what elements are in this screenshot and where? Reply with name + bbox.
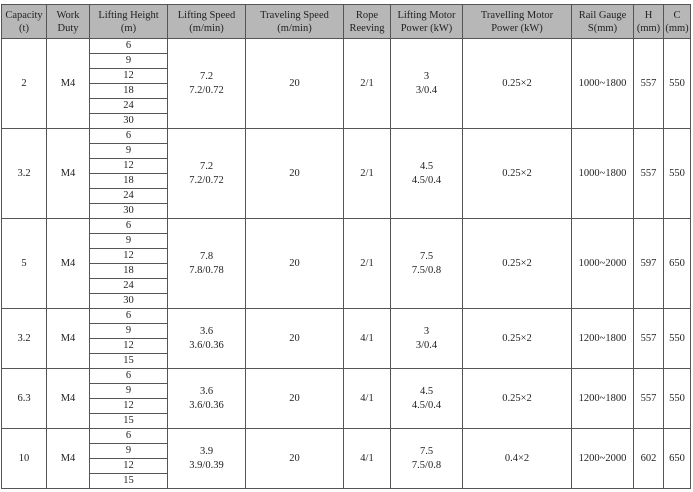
capacity-cell: 3.2 [2, 129, 47, 219]
c-cell: 550 [664, 39, 691, 129]
table-body [2, 39, 691, 489]
table-row [2, 369, 691, 384]
header-h: H (mm) [634, 5, 664, 39]
lifting-height-cell: 30 [90, 204, 168, 219]
capacity-cell: 6.3 [2, 369, 47, 429]
lifting-speed-cell: 3.9 3.9/0.39 [168, 429, 246, 489]
work-duty-cell: M4 [47, 429, 90, 489]
header-lifting-height: Lifting Height (m) [90, 5, 168, 39]
rope-reeving-cell: 4/1 [344, 309, 391, 369]
travelling-motor-power-cell: 0.25×2 [463, 39, 572, 129]
lifting-height-cell: 6 [90, 219, 168, 234]
lifting-speed-cell: 7.2 7.2/0.72 [168, 39, 246, 129]
header-traveling-speed: Traveling Speed (m/min) [246, 5, 344, 39]
lifting-motor-power-cell: 4.5 4.5/0.4 [391, 129, 463, 219]
table-row [2, 219, 691, 234]
traveling-speed-cell: 20 [246, 39, 344, 129]
lifting-speed-cell: 7.8 7.8/0.78 [168, 219, 246, 309]
c-cell: 550 [664, 369, 691, 429]
lifting-height-cell: 9 [90, 444, 168, 459]
travelling-motor-power-cell: 0.25×2 [463, 369, 572, 429]
traveling-speed-cell: 20 [246, 219, 344, 309]
table-row [2, 39, 691, 54]
lifting-height-cell: 15 [90, 354, 168, 369]
rope-reeving-cell: 2/1 [344, 129, 391, 219]
lifting-height-cell: 18 [90, 84, 168, 99]
lifting-height-cell: 9 [90, 384, 168, 399]
capacity-cell: 3.2 [2, 309, 47, 369]
lifting-speed-cell: 3.6 3.6/0.36 [168, 369, 246, 429]
lifting-height-cell: 24 [90, 99, 168, 114]
lifting-motor-power-cell: 3 3/0.4 [391, 309, 463, 369]
h-cell: 557 [634, 39, 664, 129]
header-travelling-motor-power: Travelling Motor Power (kW) [463, 5, 572, 39]
lifting-height-cell: 12 [90, 399, 168, 414]
rail-gauge-cell: 1200~1800 [572, 309, 634, 369]
capacity-cell: 10 [2, 429, 47, 489]
lifting-speed-cell: 7.2 7.2/0.72 [168, 129, 246, 219]
rail-gauge-cell: 1000~1800 [572, 129, 634, 219]
header-work-duty: Work Duty [47, 5, 90, 39]
capacity-cell: 2 [2, 39, 47, 129]
lifting-height-cell: 18 [90, 264, 168, 279]
travelling-motor-power-cell: 0.25×2 [463, 309, 572, 369]
capacity-cell: 5 [2, 219, 47, 309]
c-cell: 650 [664, 219, 691, 309]
lifting-height-cell: 12 [90, 339, 168, 354]
traveling-speed-cell: 20 [246, 369, 344, 429]
lifting-height-cell: 6 [90, 429, 168, 444]
header-row [2, 5, 691, 39]
h-cell: 597 [634, 219, 664, 309]
lifting-speed-cell: 3.6 3.6/0.36 [168, 309, 246, 369]
table-row [2, 309, 691, 324]
lifting-motor-power-cell: 3 3/0.4 [391, 39, 463, 129]
work-duty-cell: M4 [47, 219, 90, 309]
table-row [2, 429, 691, 444]
travelling-motor-power-cell: 0.25×2 [463, 219, 572, 309]
rail-gauge-cell: 1200~1800 [572, 369, 634, 429]
h-cell: 557 [634, 369, 664, 429]
lifting-height-cell: 6 [90, 129, 168, 144]
lifting-height-cell: 24 [90, 279, 168, 294]
rope-reeving-cell: 2/1 [344, 39, 391, 129]
lifting-height-cell: 12 [90, 249, 168, 264]
header-lifting-speed: Lifting Speed (m/min) [168, 5, 246, 39]
lifting-height-cell: 12 [90, 159, 168, 174]
rope-reeving-cell: 4/1 [344, 369, 391, 429]
h-cell: 557 [634, 129, 664, 219]
h-cell: 602 [634, 429, 664, 489]
lifting-height-cell: 6 [90, 39, 168, 54]
lifting-motor-power-cell: 7.5 7.5/0.8 [391, 219, 463, 309]
rail-gauge-cell: 1200~2000 [572, 429, 634, 489]
lifting-height-cell: 9 [90, 324, 168, 339]
c-cell: 650 [664, 429, 691, 489]
header-capacity: Capacity (t) [2, 5, 47, 39]
lifting-height-cell: 6 [90, 309, 168, 324]
lifting-height-cell: 18 [90, 174, 168, 189]
rope-reeving-cell: 4/1 [344, 429, 391, 489]
traveling-speed-cell: 20 [246, 429, 344, 489]
lifting-motor-power-cell: 7.5 7.5/0.8 [391, 429, 463, 489]
travelling-motor-power-cell: 0.25×2 [463, 129, 572, 219]
lifting-height-cell: 9 [90, 54, 168, 69]
rail-gauge-cell: 1000~1800 [572, 39, 634, 129]
work-duty-cell: M4 [47, 369, 90, 429]
lifting-height-cell: 30 [90, 294, 168, 309]
lifting-height-cell: 9 [90, 234, 168, 249]
lifting-height-cell: 6 [90, 369, 168, 384]
lifting-height-cell: 9 [90, 144, 168, 159]
traveling-speed-cell: 20 [246, 309, 344, 369]
work-duty-cell: M4 [47, 129, 90, 219]
lifting-height-cell: 15 [90, 474, 168, 489]
rope-reeving-cell: 2/1 [344, 219, 391, 309]
lifting-height-cell: 24 [90, 189, 168, 204]
work-duty-cell: M4 [47, 39, 90, 129]
crane-spec-table [1, 4, 691, 489]
work-duty-cell: M4 [47, 309, 90, 369]
header-lifting-motor-power: Lifting Motor Power (kW) [391, 5, 463, 39]
header-rail-gauge: Rail Gauge S(mm) [572, 5, 634, 39]
lifting-height-cell: 12 [90, 69, 168, 84]
lifting-motor-power-cell: 4.5 4.5/0.4 [391, 369, 463, 429]
lifting-height-cell: 30 [90, 114, 168, 129]
lifting-height-cell: 12 [90, 459, 168, 474]
lifting-height-cell: 15 [90, 414, 168, 429]
table-row [2, 129, 691, 144]
header-c: C (mm) [664, 5, 691, 39]
rail-gauge-cell: 1000~2000 [572, 219, 634, 309]
header-rope-reeving: Rope Reeving [344, 5, 391, 39]
h-cell: 557 [634, 309, 664, 369]
c-cell: 550 [664, 129, 691, 219]
traveling-speed-cell: 20 [246, 129, 344, 219]
c-cell: 550 [664, 309, 691, 369]
travelling-motor-power-cell: 0.4×2 [463, 429, 572, 489]
